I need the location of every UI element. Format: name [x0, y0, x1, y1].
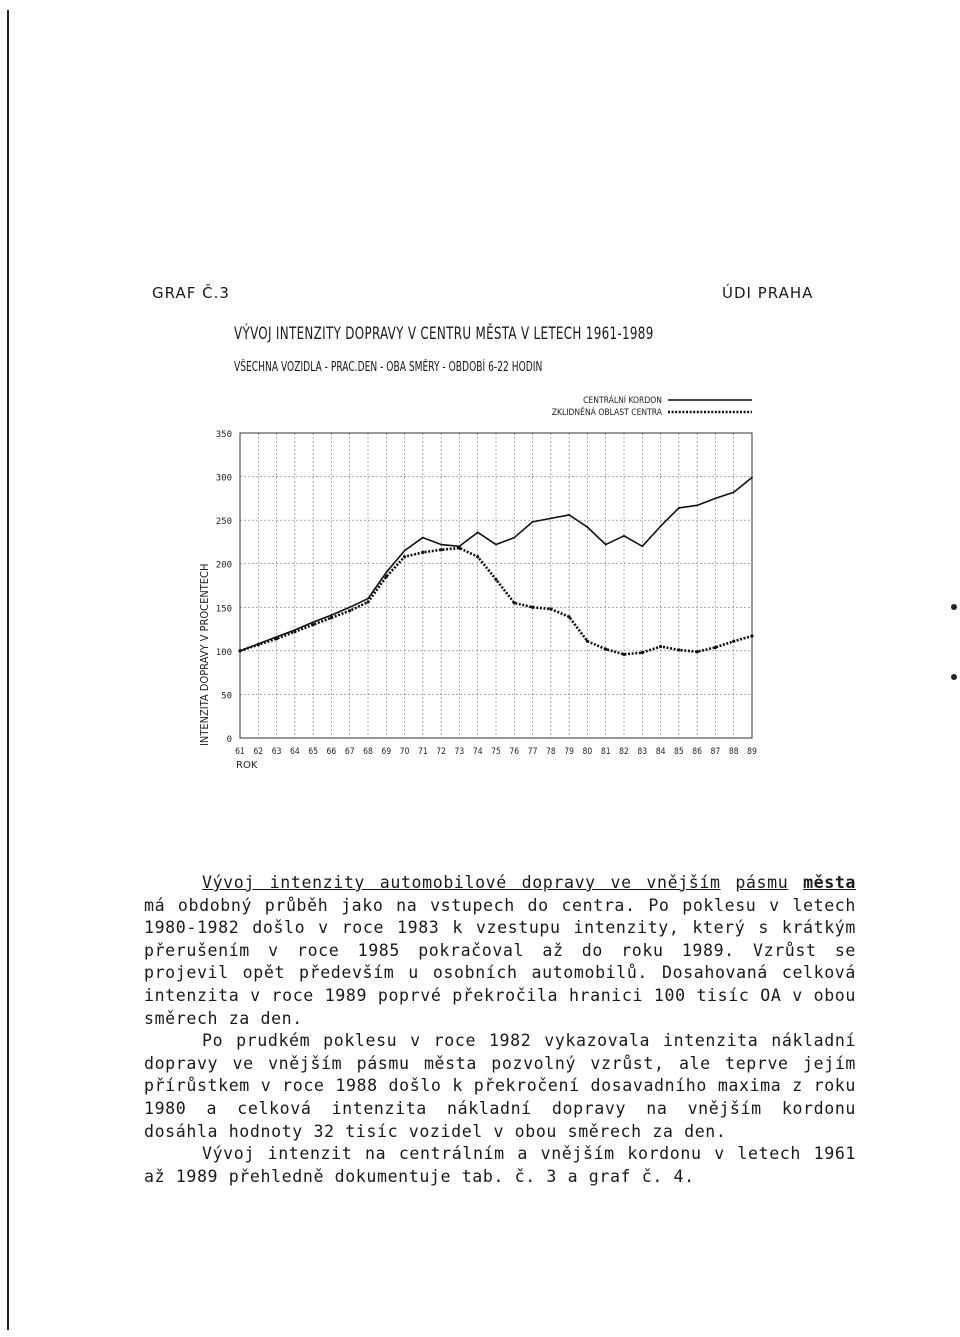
data-point-calmed-area — [403, 555, 406, 558]
x-tick-label: 81 — [600, 747, 611, 757]
legend-label: CENTRÁLNÍ KORDON — [583, 396, 662, 406]
x-tick-label: 74 — [472, 747, 483, 757]
data-point-calmed-area — [750, 634, 753, 637]
data-point-calmed-area — [677, 648, 680, 651]
y-tick-label: 200 — [215, 560, 232, 571]
data-point-calmed-area — [366, 600, 369, 603]
data-point-calmed-area — [494, 578, 497, 581]
x-tick-label: 83 — [637, 747, 648, 757]
scan-speck — [951, 604, 957, 610]
data-point-central-cordon — [715, 497, 717, 499]
x-tick-label: 67 — [344, 747, 355, 757]
data-point-central-cordon — [440, 544, 442, 546]
x-tick-label: 66 — [326, 747, 337, 757]
data-point-calmed-area — [732, 640, 735, 643]
data-point-central-cordon — [477, 531, 479, 533]
data-point-calmed-area — [531, 606, 534, 609]
data-point-central-cordon — [385, 572, 387, 574]
y-tick-label: 0 — [226, 735, 232, 745]
data-point-calmed-area — [549, 607, 552, 610]
x-tick-label: 62 — [253, 747, 264, 757]
chart-title: VÝVOJ INTENZITY DOPRAVY V CENTRU MĚSTA V LETECH 1961-1989 — [234, 324, 654, 344]
data-point-central-cordon — [312, 621, 314, 623]
x-tick-label: 88 — [728, 747, 739, 757]
data-point-calmed-area — [385, 575, 388, 578]
data-point-calmed-area — [312, 623, 315, 626]
underlined-heading-end: pásmu — [735, 873, 789, 892]
x-axis-label: ROK — [236, 760, 258, 771]
x-tick-label: 65 — [308, 747, 319, 757]
y-tick-label: 100 — [215, 647, 232, 658]
data-point-calmed-area — [659, 645, 662, 648]
x-tick-label: 85 — [673, 747, 684, 757]
data-point-calmed-area — [622, 653, 625, 656]
data-point-calmed-area — [568, 615, 571, 618]
y-tick-label: 150 — [215, 604, 232, 615]
x-tick-label: 71 — [417, 747, 428, 757]
data-point-calmed-area — [440, 548, 443, 551]
x-tick-label: 84 — [655, 747, 666, 757]
data-point-calmed-area — [421, 551, 424, 554]
chart-subtitle: VŠECHNA VOZIDLA - PRAC.DEN - OBA SMĚRY - OBDOBÍ 6-22 HODIN — [234, 360, 543, 375]
paragraph-1-text: má obdobný průběh jako na vstupech do centra. Po poklesu v letech 1980-1982 došlo v roce 1983 k vzestupu intenzity, který s krátkým přerušením v roce 1985 pokračoval až do roku 1989. Vzrůst se projevil opět především u osobních automobilů. Dosahovaná celková intenzita v roce 1989 poprvé překročila hranici 100 tisíc OA v obou směrech za den. — [144, 895, 856, 1028]
data-point-central-cordon — [678, 507, 680, 509]
x-tick-label: 78 — [545, 747, 556, 757]
paragraph-1 — [144, 872, 856, 1030]
data-point-central-cordon — [605, 544, 607, 546]
data-point-central-cordon — [422, 537, 424, 539]
data-point-calmed-area — [586, 640, 589, 643]
x-tick-label: 86 — [692, 747, 703, 757]
data-point-calmed-area — [604, 648, 607, 651]
y-tick-label: 300 — [215, 473, 232, 484]
x-tick-label: 70 — [399, 747, 410, 757]
y-tick-label: 350 — [215, 430, 232, 440]
data-point-calmed-area — [348, 609, 351, 612]
x-tick-label: 69 — [381, 747, 392, 757]
y-axis-label: INTENZITA DOPRAVY V PROCENTECH — [198, 563, 211, 746]
institution-label: ÚDI PRAHA — [722, 284, 814, 302]
data-point-calmed-area — [476, 555, 479, 558]
data-point-central-cordon — [404, 550, 406, 552]
data-point-calmed-area — [330, 616, 333, 619]
graph-number-label: GRAF Č.3 — [152, 284, 230, 302]
x-tick-label: 80 — [582, 747, 593, 757]
bold-word: města — [803, 873, 857, 892]
data-point-central-cordon — [331, 614, 333, 616]
data-point-central-cordon — [587, 526, 589, 528]
data-point-central-cordon — [623, 535, 625, 537]
x-tick-label: 75 — [491, 747, 501, 757]
data-point-calmed-area — [696, 650, 699, 653]
y-tick-label: 50 — [221, 691, 232, 702]
data-point-calmed-area — [458, 546, 461, 549]
underlined-heading: Vývoj intenzity automobilové dopravy ve vnějším — [202, 873, 721, 892]
data-point-central-cordon — [513, 537, 515, 539]
x-tick-label: 73 — [454, 747, 465, 757]
x-tick-label: 89 — [747, 747, 757, 757]
data-point-calmed-area — [641, 651, 644, 654]
scan-speck — [951, 674, 957, 680]
x-tick-label: 68 — [363, 747, 373, 757]
data-point-central-cordon — [532, 521, 534, 523]
x-tick-label: 72 — [436, 747, 447, 757]
data-point-central-cordon — [550, 518, 552, 520]
data-point-calmed-area — [714, 646, 717, 649]
series-line-central-cordon — [240, 477, 752, 650]
paragraph-2: Po prudkém poklesu v roce 1982 vykazovala intenzita nákladní dopravy ve vnějším pásmu města pozvolný vzrůst, ale teprve jejím přírůstkem v roce 1988 došlo k překročení dosavadního maxima z roku 1980 a celková intenzita nákladní dopravy na vnějším kordonu dosáhla hodnoty 32 tisíc vozidel v obou směrech za den. — [144, 1031, 856, 1141]
data-point-central-cordon — [495, 544, 497, 546]
data-point-calmed-area — [275, 637, 278, 640]
data-point-central-cordon — [660, 525, 662, 527]
x-tick-label: 87 — [710, 747, 721, 757]
data-point-calmed-area — [513, 601, 516, 604]
x-tick-label: 77 — [527, 747, 538, 757]
x-tick-label: 61 — [235, 747, 245, 757]
body-text — [144, 872, 856, 1188]
data-point-central-cordon — [349, 606, 351, 608]
x-tick-label: 79 — [564, 747, 575, 757]
y-tick-label: 250 — [215, 517, 232, 528]
data-point-central-cordon — [696, 504, 698, 506]
x-tick-label: 82 — [619, 747, 629, 757]
x-tick-label: 63 — [271, 747, 282, 757]
data-point-central-cordon — [367, 598, 369, 600]
paragraph-3: Vývoj intenzit na centrálním a vnějším kordonu v letech 1961 až 1989 přehledně dokumentuje tab. č. 3 a graf č. 4. — [144, 1144, 856, 1186]
x-tick-label: 76 — [509, 747, 520, 757]
data-point-central-cordon — [751, 477, 753, 479]
data-point-central-cordon — [733, 491, 735, 493]
data-point-central-cordon — [641, 545, 643, 547]
data-point-calmed-area — [238, 649, 241, 652]
legend-label: ZKLIDNĚNÁ OBLAST CENTRA — [551, 408, 662, 418]
data-point-central-cordon — [568, 514, 570, 516]
x-tick-label: 64 — [289, 747, 300, 757]
data-point-calmed-area — [293, 630, 296, 633]
data-point-calmed-area — [257, 643, 260, 646]
